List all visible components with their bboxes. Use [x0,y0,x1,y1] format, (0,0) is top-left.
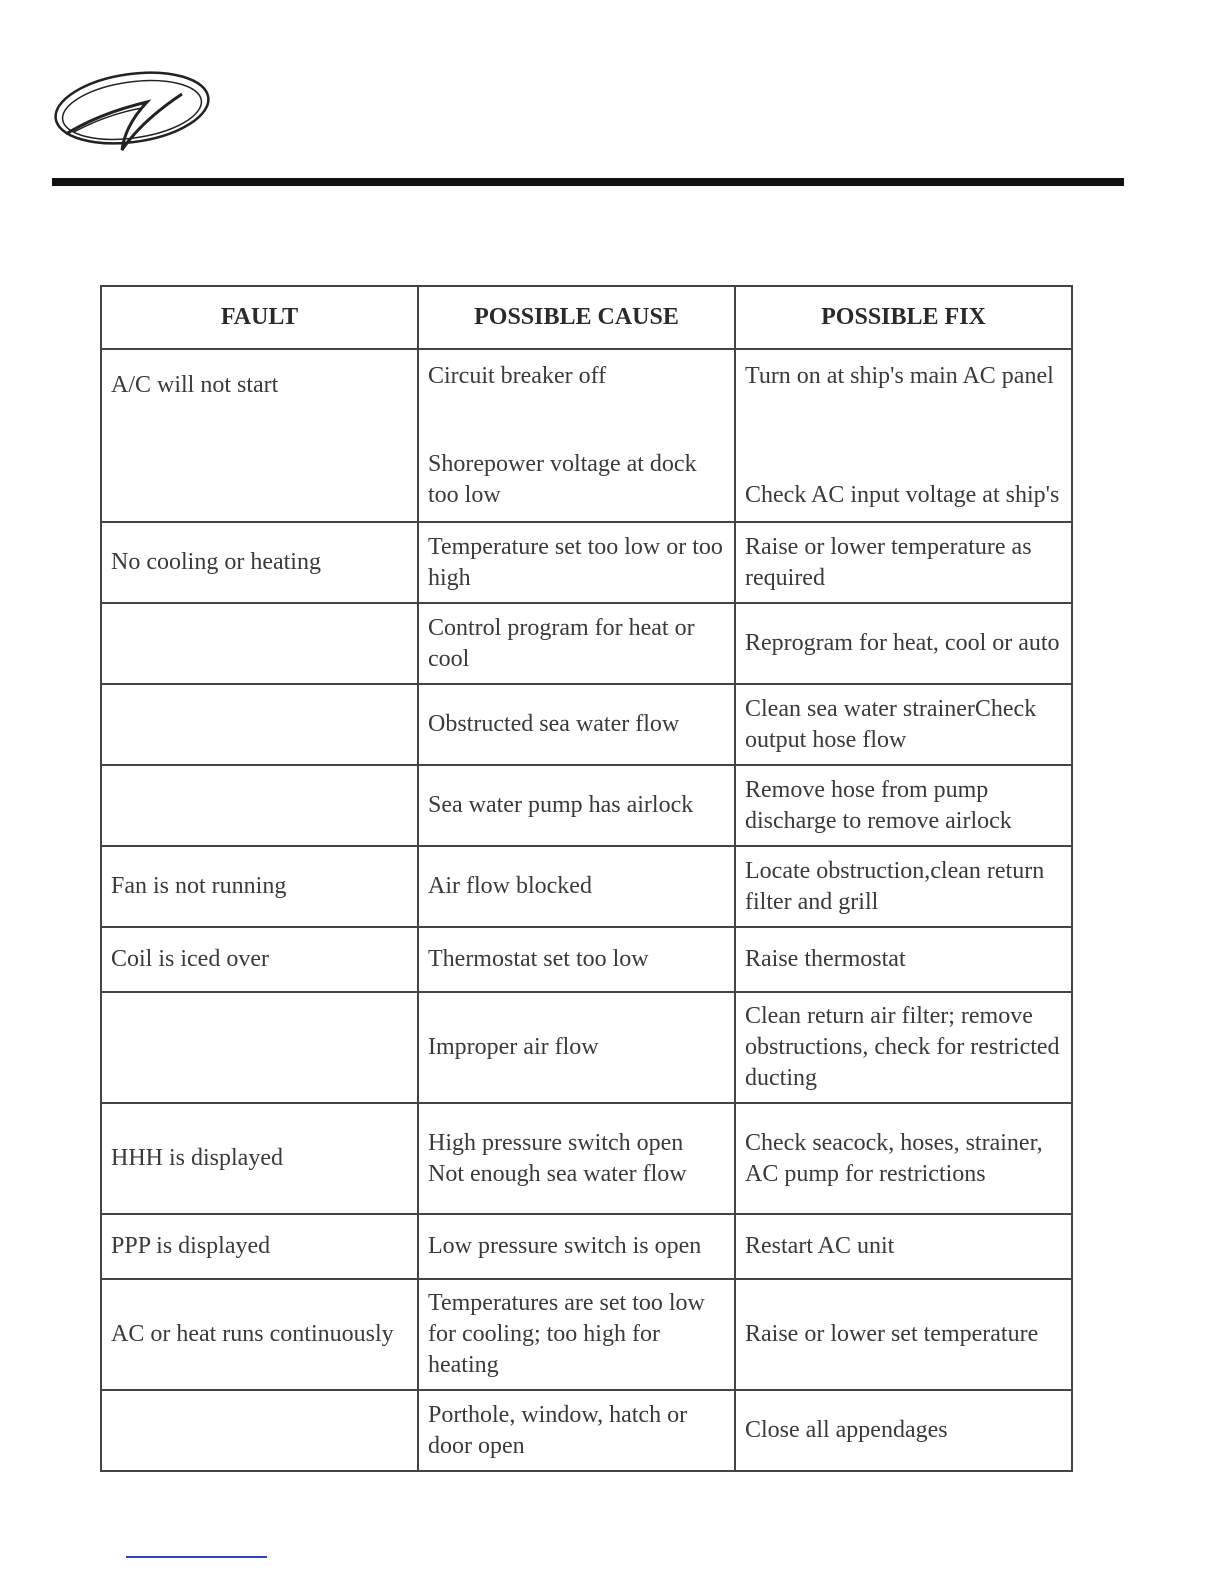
cause-text: High pressure switch open [428,1129,684,1156]
cause-cell: Air flow blocked [418,846,735,927]
table-row [101,522,1072,603]
table-row [101,1214,1072,1279]
cause-cell: Sea water pump has airlock [418,765,735,846]
fault-cell: PPP is displayed [101,1214,418,1279]
table-row [101,684,1072,765]
fix-cell: Raise or lower temperature as required [735,522,1072,603]
fix-cell [735,349,1072,522]
footer-link-underline[interactable] [126,1556,267,1558]
table-row [101,603,1072,684]
fix-cell: Remove hose from pump discharge to remove airlock [735,765,1072,846]
fault-cell [101,603,418,684]
table-row [101,846,1072,927]
fix-cell: Raise thermostat [735,927,1072,992]
cause-cell: Porthole, window, hatch or door open [418,1390,735,1471]
table-header-row [101,286,1072,349]
fix-text: Check AC input voltage at ship's [745,481,1060,508]
table-row [101,349,1072,522]
header-rule [52,178,1124,186]
cause-cell: Low pressure switch is open [418,1214,735,1279]
header-fault: FAULT [101,286,418,349]
fix-cell: Check seacock, hoses, strainer, AC pump for restrictions [735,1103,1072,1214]
troubleshooting-table [100,285,1073,1472]
cause-cell: Improper air flow [418,992,735,1103]
table-row [101,765,1072,846]
fix-cell: Clean sea water strainerCheck output hose flow [735,684,1072,765]
fault-cell: AC or heat runs continuously [101,1279,418,1390]
fault-cell [101,765,418,846]
fault-cell [101,349,418,522]
fault-cell [101,992,418,1103]
cause-cell: Obstructed sea water flow [418,684,735,765]
header-possible-cause: POSSIBLE CAUSE [418,286,735,349]
header-possible-fix: POSSIBLE FIX [735,286,1072,349]
fault-cell [101,684,418,765]
fault-cell: HHH is displayed [101,1103,418,1214]
cause-cell: Temperature set too low or too high [418,522,735,603]
cause-cell [418,1103,735,1214]
brand-logo [52,68,212,156]
table-row [101,1103,1072,1214]
cause-text: Shorepower voltage at dock too low [428,450,697,508]
fix-cell: Clean return air filter; remove obstructions, check for restricted ducting [735,992,1072,1103]
fix-text: Turn on at ship's main AC panel [745,362,1054,389]
fault-cell: Fan is not running [101,846,418,927]
fix-cell: Close all appendages [735,1390,1072,1471]
table-row [101,1390,1072,1471]
fix-cell: Restart AC unit [735,1214,1072,1279]
fault-cell: No cooling or heating [101,522,418,603]
fault-text: A/C will not start [111,372,279,398]
fix-cell: Reprogram for heat, cool or auto [735,603,1072,684]
cause-cell: Thermostat set too low [418,927,735,992]
fix-cell: Locate obstruction,clean return filter and grill [735,846,1072,927]
cause-text: Not enough sea water flow [428,1160,687,1187]
table-row [101,1279,1072,1390]
cause-text: Circuit breaker off [428,362,607,389]
table-row [101,992,1072,1103]
fault-cell: Coil is iced over [101,927,418,992]
cause-cell: Temperatures are set too low for cooling; too high for heating [418,1279,735,1390]
fault-cell [101,1390,418,1471]
fix-cell: Raise or lower set temperature [735,1279,1072,1390]
table-row [101,927,1072,992]
cause-cell [418,349,735,522]
cause-cell: Control program for heat or cool [418,603,735,684]
